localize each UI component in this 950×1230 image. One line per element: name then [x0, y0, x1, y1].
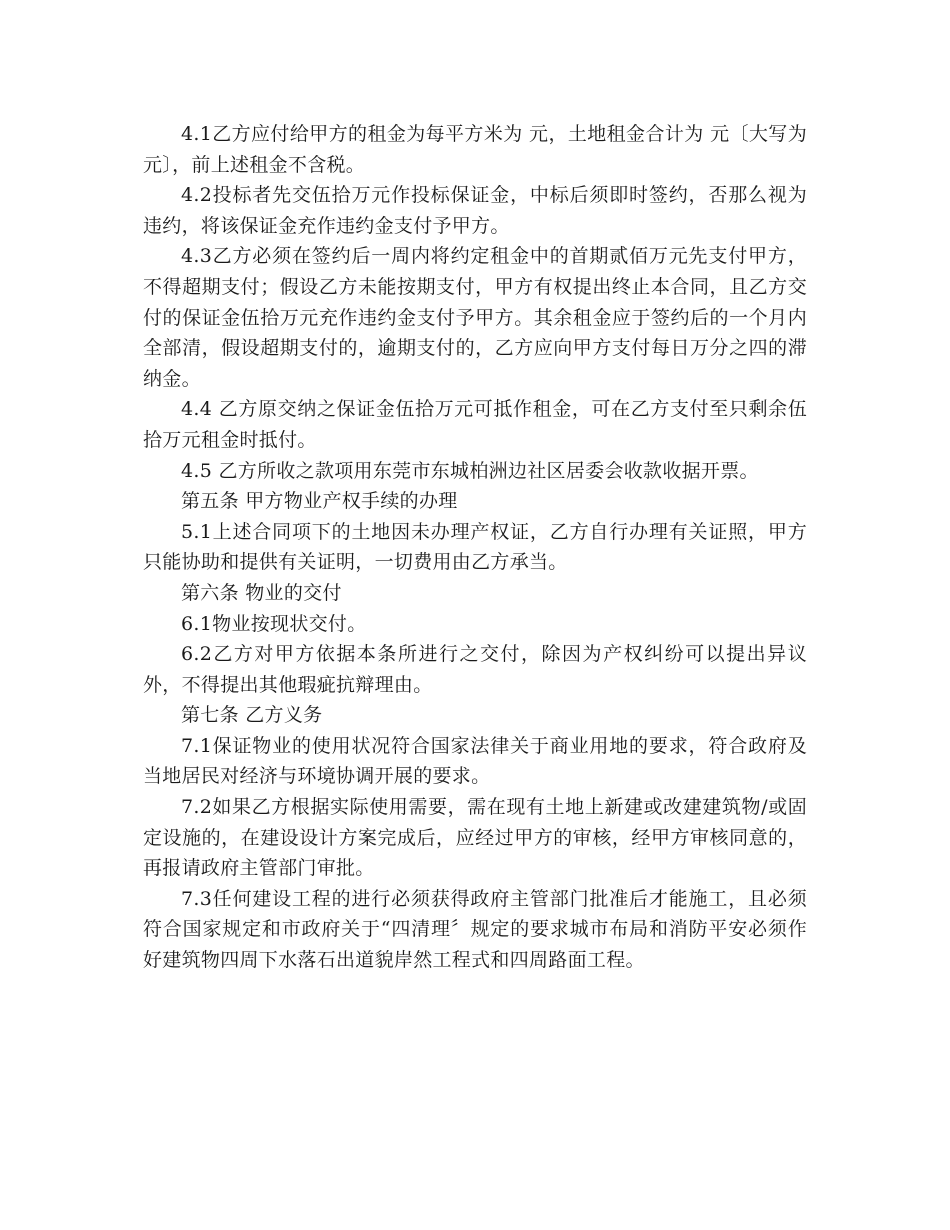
- clause-4-1: 4.1乙方应付给甲方的租金为每平方米为 元，土地租金合计为 元〔大写为 元〕，前上述租金不含税。: [143, 123, 807, 176]
- clause-4-2: 4.2投标者先交伍拾万元作投标保证金，中标后须即时签约，否那么视为违约，将该保证金充作违约金支付予甲方。: [143, 184, 807, 237]
- clause-6-2: 6.2乙方对甲方依据本条所进行之交付，除因为产权纠纷可以提出异议外，不得提出其他瑕疵抗辩理由。: [143, 643, 807, 696]
- clause-4-3: 4.3乙方必须在签约后一周内将约定租金中的首期贰佰万元先支付甲方，不得超期支付；假设乙方未能按期支付，甲方有权提出终止本合同，且乙方交付的保证金伍拾万元充作违约金支付予甲方。其余租金应于签约后的一个月内全部清，假设超期支付的，逾期支付的，乙方应向甲方支付每日万分之四的滞纳金。: [143, 245, 807, 390]
- contract-body: [143, 119, 807, 976]
- article-6-heading: 第六条 物业的交付: [181, 581, 342, 604]
- clause-6-1: 6.1物业按现状交付。: [181, 612, 367, 635]
- clause-5-1: 5.1上述合同项下的土地因未办理产权证，乙方自行办理有关证照，甲方只能协助和提供有关证明，一切费用由乙方承当。: [143, 520, 807, 574]
- clause-4-5: 4.5 乙方所收之款项用东莞市东城柏洲边社区居委会收款收据开票。: [181, 459, 759, 482]
- article-5-heading: 第五条 甲方物业产权手续的办理: [181, 490, 458, 513]
- clause-7-1: 7.1保证物业的使用状况符合国家法律关于商业用地的要求，符合政府及当地居民对经济与环境协调开展的要求。: [143, 734, 807, 788]
- clause-7-2: 7.2如果乙方根据实际使用需要，需在现有土地上新建或改建建筑物/或固定设施的，在建设设计方案完成后，应经过甲方的审核，经甲方审核同意的，再报请政府主管部门审批。: [143, 796, 807, 880]
- article-7-heading: 第七条 乙方义务: [181, 704, 323, 727]
- clause-7-3: 7.3任何建设工程的进行必须获得政府主管部门批准后才能施工，且必须符合国家规定和市政府关于“四清理〞规定的要求城市布局和消防平安必须作好建筑物四周下水落石出道貌岸然工程式和四周路面工程。: [143, 887, 807, 972]
- clause-4-4: 4.4 乙方原交纳之保证金伍拾万元可抵作租金，可在乙方支付至只剩余伍拾万元租金时抵付。: [143, 398, 807, 451]
